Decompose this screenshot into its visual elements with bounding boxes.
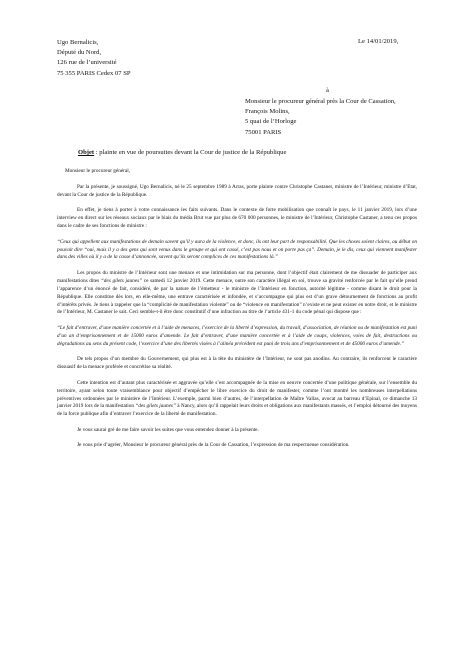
subject-text: : plainte en vue de poursuites devant la Cour de justice de la République bbox=[94, 149, 287, 156]
paragraph-5-part-a: Cette intention est d’autant plus caractérisée et aggravée qu’elle s’est accompagnée de la mise en oeuvre concertée d’une politique générale, sur l’ensemble du territoire, ayant selon toute vraisemblance pour objectif d’empêcher le libre exercice du droit de manifester, comme l’ont montré les nombreuses interpellations préventives ordonnées par le ministère de l’Intérieur. L’exemple, parmi bien d’autres, de l’interpellation de Maître Vallas, avocat au barreau d’Epinal, ce dimanche 13 janvier 2019 lors de la manifestation bbox=[57, 379, 417, 410]
sender-street: 126 rue de l’université bbox=[57, 59, 117, 67]
paragraph-3-emphasis: “des gilets jaunes” bbox=[100, 277, 143, 284]
letter-body bbox=[57, 168, 417, 458]
quote-penal-code: “Le fait d’entraver, d’une manière concertée et à l’aide de menaces, l’exercice de la liberté d’expression, du travail, d’association, de réunion ou de manifestation est puni d’un an d’emprisonnement et de 15000 euros d’amende. Le fait d’entraver, d’une manière concertée et à l’aide de coups, violences, voies de fait, destructions ou dégradations au sens du présent code, l’exercice d’une des libertés visées à l’alinéa précédent est puni de trois ans d’emprisonnement et de 45000 euros d’amende.” bbox=[57, 324, 417, 347]
subject-label: Objet bbox=[78, 149, 95, 156]
recipient-a: à bbox=[326, 87, 329, 94]
paragraph-5-part-b: à Nancy, alors qu’il rappelait leurs droits et obligations aux manifestants massés, et l’emploi détourné des moyens de la force publique afin d’entraver l’exercice de la liberté de manifestation. bbox=[57, 403, 417, 418]
paragraph-3 bbox=[57, 270, 417, 317]
paragraph-2: En effet, je tiens à porter à votre connaissance les faits suivants. Dans le contexte de forte mobilisation que connaît le pays, le 11 janvier 2019, lors d’une interview en direct sur les réseaux sociaux par le biais du média Brut vue par plus de 670 000 personnes, le ministre de l’Intérieur, Christophe Castaner, a tenu ces propos dans le cadre de ses fonctions de ministre : bbox=[57, 207, 417, 230]
quote-minister: “Ceux qui appellent aux manifestations de demain savent qu’il y aura de la violence, et donc, ils ont leur part de responsabilité. Que les choses soient claires, au début on pouvait dire “oui, mais il y a des gens qui sont venus dans le groupe et qui ont cassé, c’est pas nous et on porte pas ça”. Demain, je le dis, ceux qui viennent manifester dans des villes où il y a de la casse d’annoncée, savent qu’ils seront complices de ces manifestations là.” bbox=[57, 238, 417, 261]
sender-title: Député du Nord, bbox=[57, 49, 102, 57]
recipient-street: 5 quai de l’Horloge bbox=[245, 118, 297, 126]
recipient-block bbox=[245, 97, 396, 138]
paragraph-3-part-a: Les propos du ministre de l’Intérieur sont une menace et une intimidation sur ma personne, dont l’objectif était clairement de me dissuader de participer aux manifestations dites bbox=[57, 269, 417, 284]
paragraph-1: Par la présente, je soussigné, Ugo Bernalicis, né le 25 septembre 1989 à Arras, porte plainte contre Christophe Castaner, ministre de l’Intérieur, ministre d’Etat, devant la Cour de justice de la République. bbox=[57, 183, 417, 198]
paragraph-5 bbox=[57, 380, 417, 420]
paragraph-3-part-b: ce samedi 12 janvier 2019. Cette menace, outre son caractère illégal en soi, trouve sa gravité renforcée par le fait qu’elle prend l’apparence d’un énoncé de fait, considéré, de par la nature de l’émetteur - le ministre de l’Intérieur en fonction, autorité légitime - comme disant le droit pour la République. Elle constitue dès lors, en elle-même, une entrave caractérisée et infondée, et s’accompagne qui plus est d’un grave détournement de fonctions au profit d’intérêts privés. Je tiens à rappeler que la “complicité de manifestation violente” ou de “violence en manifestation” n’existe et ne peut exister en notre droit, et le ministre de l’Intérieur, M. Castaner le sait. Ceci semble-t-il être donc constitutif d’une infraction au titre de l’article 431-1 du code pénal qui dispose que : bbox=[57, 277, 417, 316]
recipient-title: Monsieur le procureur général près la Cour de Cassation, bbox=[245, 98, 396, 105]
letter-date: Le 14/01/2019, bbox=[358, 38, 399, 45]
paragraph-6: Je vous saurai gré de me faire savoir les suites que vous entendez donner à la présente. bbox=[77, 426, 259, 433]
sender-city: 75 355 PARIS Cedex 07 SP bbox=[57, 69, 131, 77]
paragraph-5-emphasis: “des gilets jaunes” bbox=[135, 403, 176, 410]
recipient-city: 75001 PARIS bbox=[245, 128, 282, 136]
paragraph-closing: Je vous prie d’agréer, Monsieur le procureur général près de la Cour de Cassation, l’expression de ma respectueuse considération. bbox=[77, 442, 350, 449]
sender-block bbox=[57, 38, 131, 79]
sender-name: Ugo Bernalicis, bbox=[57, 39, 99, 46]
paragraph-4: De tels propos d’un membre du Gouvernement, qui plus est à la tête du ministère de l’Intérieur, ne sont pas anodins. Au contraire, ils renforcent le caractère dissuasif de la menace proférée et concrétise sa réalité. bbox=[57, 356, 417, 371]
salutation: Monsieur le procureur général, bbox=[65, 168, 131, 174]
recipient-name: François Molins, bbox=[245, 108, 290, 116]
subject-line bbox=[78, 149, 286, 156]
